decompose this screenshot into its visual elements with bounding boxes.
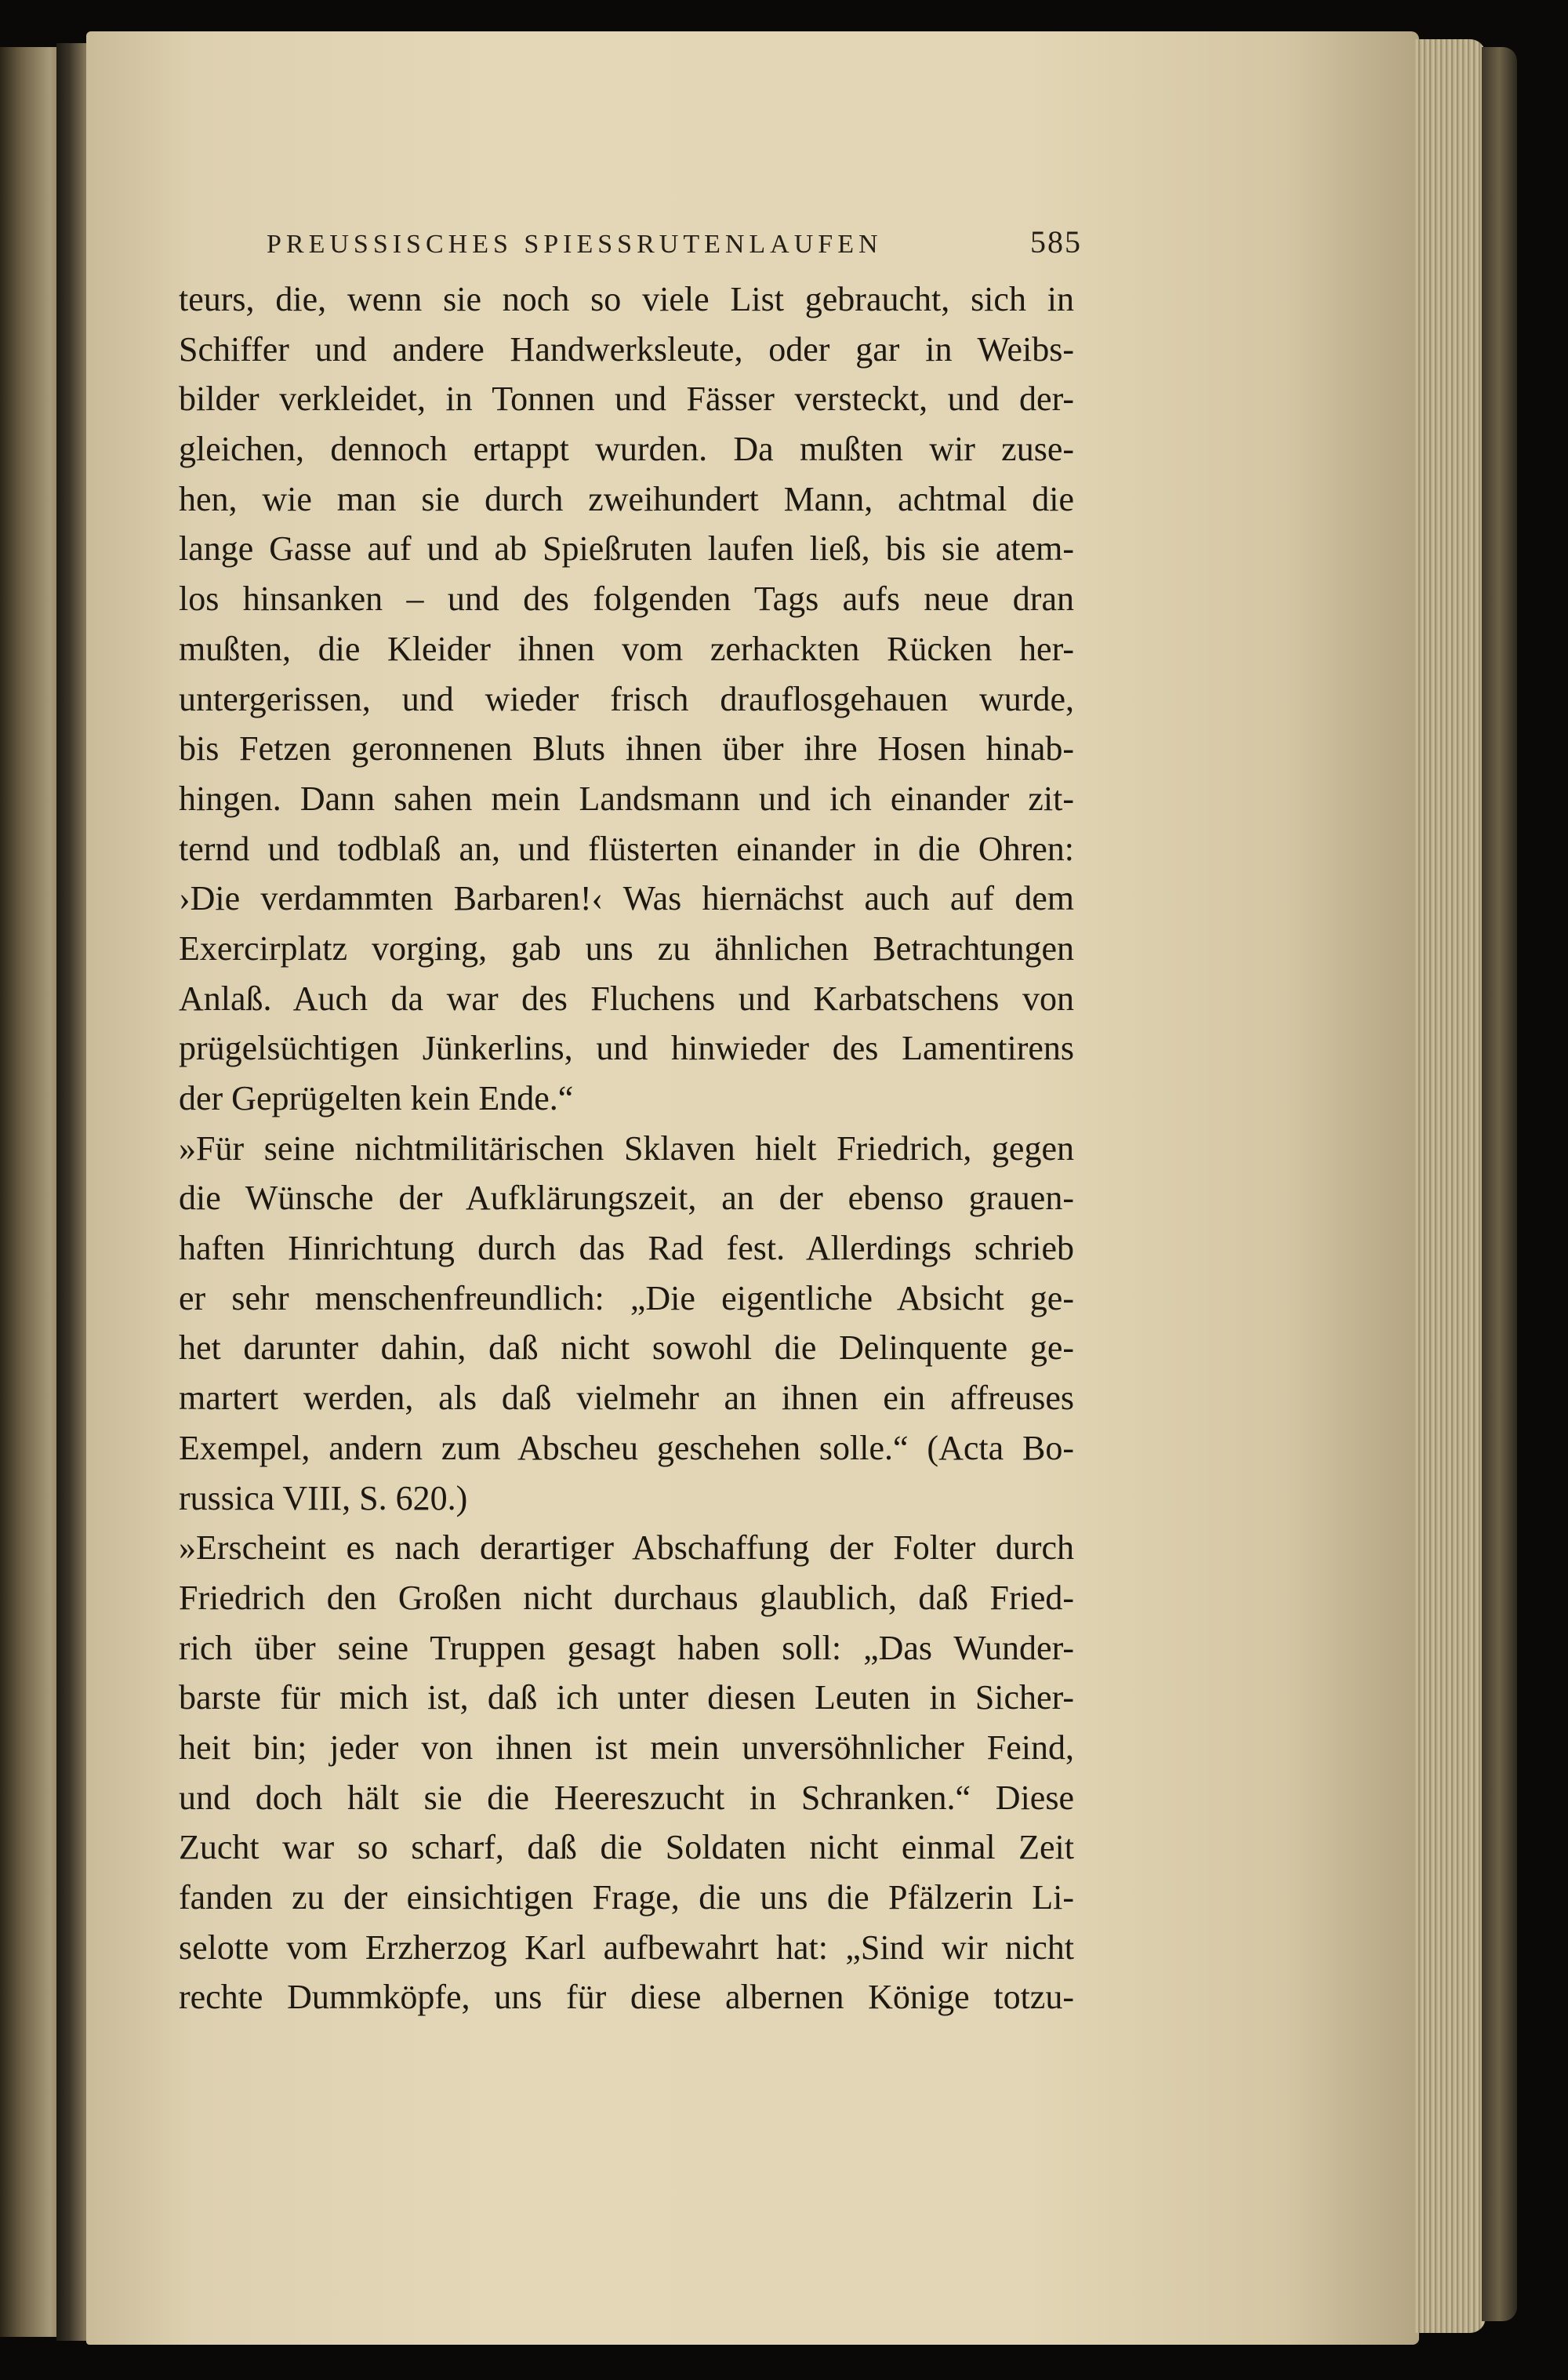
text-line: Schiffer und andere Handwerksleute, oder gar in Weibs-	[179, 329, 1074, 369]
text-line: hen, wie man sie durch zweihundert Mann, achtmal die	[179, 479, 1074, 518]
text-line: bilder verkleidet, in Tonnen und Fässer versteckt, und der-	[179, 380, 1074, 419]
text-line: und doch hält sie die Heereszucht in Schranken.“ Diese	[179, 1778, 1074, 1817]
running-head	[267, 223, 1082, 260]
text-line: mußten, die Kleider ihnen vom zerhackten Rücken her-	[179, 629, 1074, 668]
text-line: ›Die verdammten Barbaren!‹ Was hiernächst auch auf dem	[179, 879, 1074, 918]
text-line: ternd und todblaß an, und flüsterten einander in die Ohren:	[179, 829, 1074, 868]
text-line: lange Gasse auf und ab Spießruten laufen ließ, bis sie atem-	[179, 529, 1074, 569]
book-cover-edge	[1482, 47, 1517, 2321]
text-line: »Erscheint es nach derartiger Abschaffung der Folter durch	[179, 1528, 1074, 1568]
text-line: Zucht war so scharf, daß die Soldaten nicht einmal Zeit	[179, 1828, 1074, 1867]
text-line: los hinsanken – und des folgenden Tags aufs neue dran	[179, 580, 1074, 619]
body-text	[179, 274, 1074, 2022]
text-line: der Geprügelten kein Ende.“	[179, 1079, 574, 1117]
page-number: 585	[1030, 224, 1082, 260]
text-line: selotte vom Erzherzog Karl aufbewahrt hat: „Sind wir nicht	[179, 1928, 1074, 1967]
text-line: die Wünsche der Aufklärungszeit, an der ebenso grauen-	[179, 1179, 1074, 1218]
text-line: haften Hinrichtung durch das Rad fest. Allerdings schrieb	[179, 1229, 1074, 1268]
page-edges	[1415, 39, 1486, 2333]
text-line: russica VIII, S. 620.)	[179, 1478, 468, 1517]
text-line: bis Fetzen geronnenen Bluts ihnen über ihre Hosen hinab-	[179, 729, 1074, 769]
text-line: Friedrich den Großen nicht durchaus glaublich, daß Fried-	[179, 1578, 1074, 1617]
text-line: Exempel, andern zum Abscheu geschehen solle.“ (Acta Bo-	[179, 1428, 1074, 1467]
text-line: teurs, die, wenn sie noch so viele List gebraucht, sich in	[179, 280, 1074, 318]
text-line: heit bin; jeder von ihnen ist mein unversöhnlicher Feind,	[179, 1728, 1074, 1767]
text-line: Anlaß. Auch da war des Fluchens und Karbatschens von	[179, 979, 1074, 1018]
text-line: hingen. Dann sahen mein Landsmann und ich einander zit-	[179, 779, 1074, 818]
text-line: »Für seine nichtmilitärischen Sklaven hielt Friedrich, gegen	[179, 1128, 1074, 1168]
book-gutter	[56, 43, 88, 2341]
text-line: rechte Dummköpfe, uns für diese albernen Könige totzu-	[179, 1978, 1074, 2017]
text-line: gleichen, dennoch ertappt wurden. Da mußten wir zuse-	[179, 430, 1074, 469]
text-line: prügelsüchtigen Jünkerlins, und hinwieder des Lamentirens	[179, 1029, 1074, 1068]
text-line: er sehr menschenfreundlich: „Die eigentliche Absicht ge-	[179, 1278, 1074, 1317]
text-line: untergerissen, und wieder frisch drauflosgehauen wurde,	[179, 679, 1074, 718]
left-page-edge	[0, 47, 63, 2337]
text-line: fanden zu der einsichtigen Frage, die uns die Pfälzerin Li-	[179, 1878, 1074, 1917]
text-line: rich über seine Truppen gesagt haben soll: „Das Wunder-	[179, 1628, 1074, 1667]
text-line: Exercirplatz vorging, gab uns zu ähnlichen Betrachtungen	[179, 928, 1074, 968]
text-line: martert werden, als daß vielmehr an ihnen ein affreuses	[179, 1379, 1074, 1418]
text-line: barste für mich ist, daß ich unter diesen Leuten in Sicher-	[179, 1678, 1074, 1717]
running-head-title: PREUSSISCHES SPIESSRUTENLAUFEN	[267, 230, 883, 259]
text-line: het darunter dahin, daß nicht sowohl die Delinquente ge-	[179, 1328, 1074, 1368]
